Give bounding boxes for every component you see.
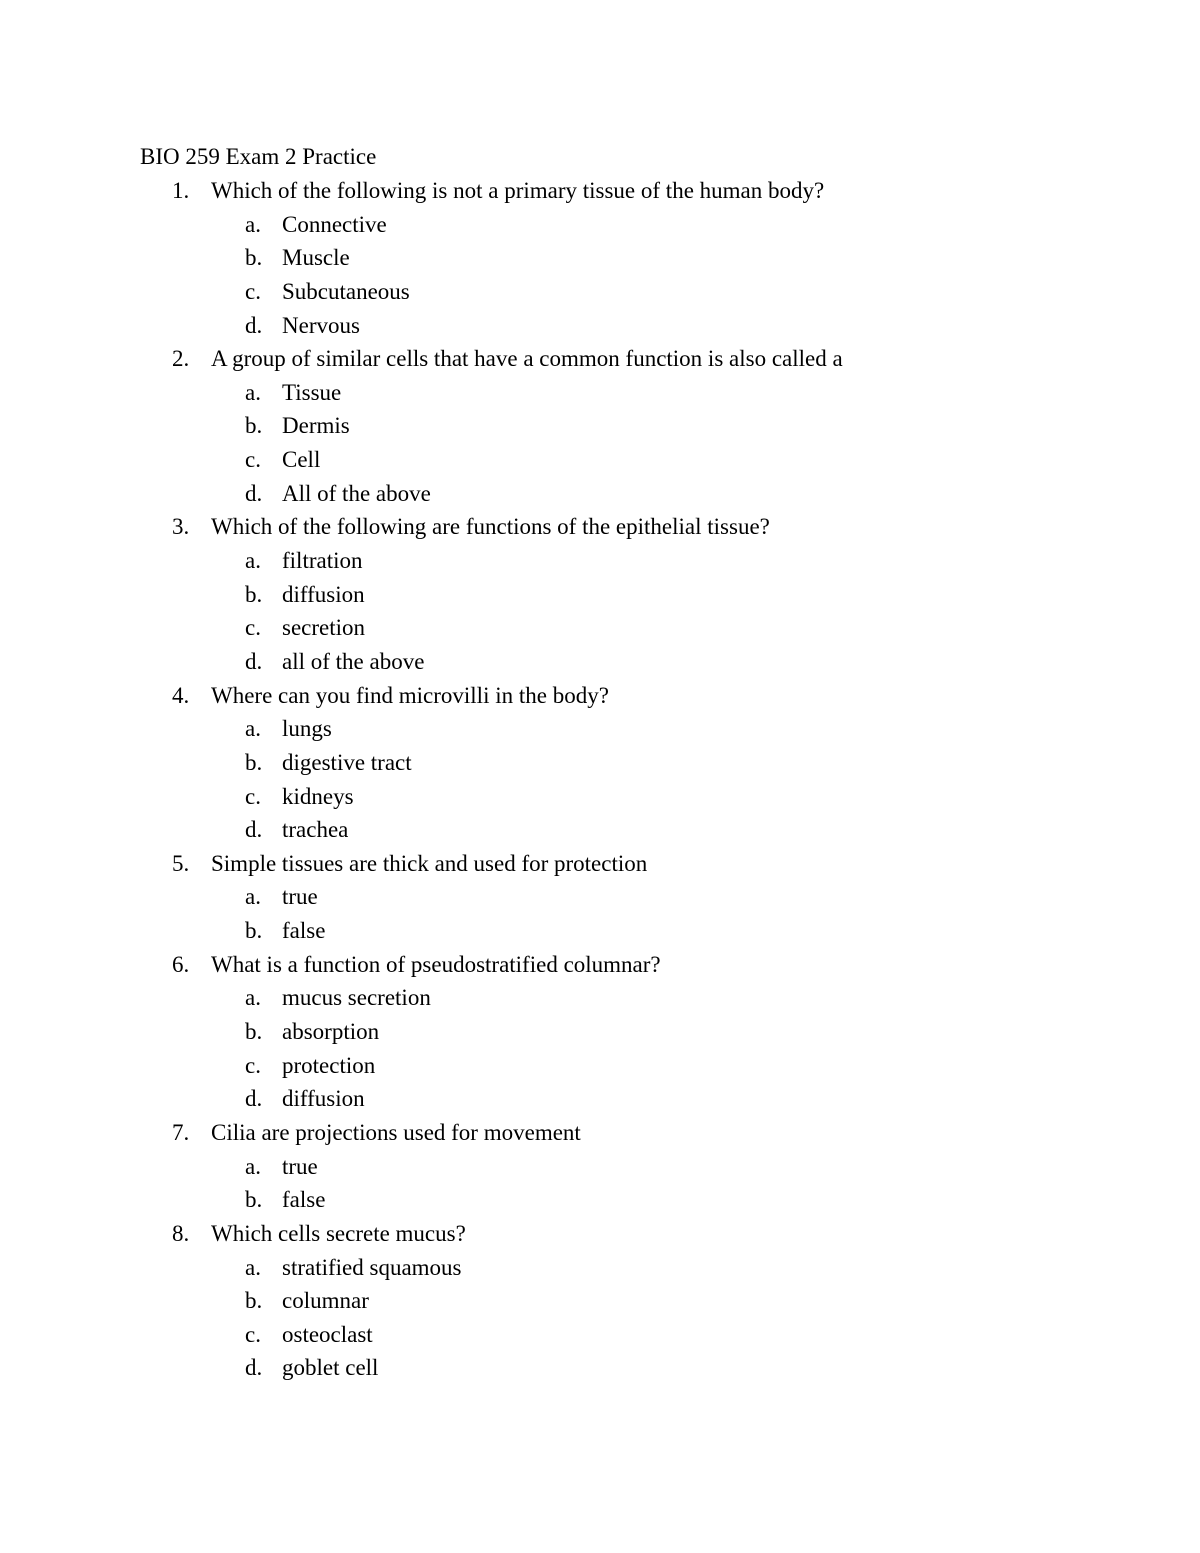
answer-option	[0, 1049, 1200, 1083]
question-text: Cilia are projections used for movement	[211, 1119, 581, 1145]
option-letter: d.	[245, 648, 263, 674]
option-letter: c.	[245, 447, 261, 473]
answer-option	[0, 1284, 1200, 1318]
answer-option	[0, 544, 1200, 578]
option-text: secretion	[282, 615, 366, 641]
question-text: Where can you find microvilli in the body?	[211, 682, 609, 708]
question-item	[0, 342, 1200, 510]
option-letter: b.	[245, 413, 263, 439]
answer-option	[0, 241, 1200, 275]
answer-option	[0, 746, 1200, 780]
option-text: lungs	[282, 716, 332, 742]
option-text: Nervous	[282, 312, 360, 338]
question-text: Which of the following are functions of the epithelial tissue?	[211, 514, 770, 540]
option-letter: b.	[245, 1019, 263, 1045]
option-letter: d.	[245, 312, 263, 338]
option-text: Subcutaneous	[282, 278, 410, 304]
question-line	[0, 510, 1200, 544]
option-text: filtration	[282, 548, 363, 574]
option-text: protection	[282, 1052, 376, 1078]
option-letter: a.	[245, 1153, 261, 1179]
question-item	[0, 1217, 1200, 1385]
option-text: All of the above	[282, 480, 431, 506]
answer-option	[0, 376, 1200, 410]
question-text: A group of similar cells that have a common function is also called a	[211, 346, 843, 372]
option-letter: b.	[245, 581, 263, 607]
option-letter: c.	[245, 1052, 261, 1078]
answer-option	[0, 611, 1200, 645]
option-letter: b.	[245, 245, 263, 271]
option-text: Dermis	[282, 413, 350, 439]
question-line	[0, 1217, 1200, 1251]
option-letter: a.	[245, 985, 261, 1011]
option-text: mucus secretion	[282, 985, 431, 1011]
option-letter: a.	[245, 548, 261, 574]
question-number: 5.	[172, 850, 190, 876]
answer-option	[0, 1183, 1200, 1217]
option-text: trachea	[282, 817, 349, 843]
option-text: kidneys	[282, 783, 354, 809]
question-list	[0, 174, 1200, 1385]
option-letter: a.	[245, 379, 261, 405]
question-text: Which of the following is not a primary tissue of the human body?	[211, 178, 825, 203]
option-text: false	[282, 918, 326, 944]
question-line	[0, 948, 1200, 982]
option-text: false	[282, 1187, 326, 1213]
answer-option	[0, 208, 1200, 242]
question-item	[0, 948, 1200, 1116]
option-text: true	[282, 1153, 318, 1179]
option-text: diffusion	[282, 581, 365, 607]
option-text: Tissue	[282, 379, 342, 405]
option-letter: c.	[245, 1321, 261, 1347]
option-text: columnar	[282, 1288, 369, 1314]
option-letter: b.	[245, 918, 263, 944]
question-item	[0, 510, 1200, 678]
option-text: Cell	[282, 447, 321, 473]
answer-option	[0, 914, 1200, 948]
question-text: What is a function of pseudostratified columnar?	[211, 951, 661, 977]
question-line	[0, 1116, 1200, 1150]
option-text: absorption	[282, 1019, 380, 1045]
option-letter: d.	[245, 1086, 263, 1112]
question-number: 6.	[172, 951, 190, 977]
answer-option	[0, 477, 1200, 511]
question-number: 8.	[172, 1220, 190, 1246]
option-letter: c.	[245, 783, 261, 809]
option-letter: a.	[245, 211, 261, 237]
answer-option	[0, 1082, 1200, 1116]
question-item	[0, 1116, 1200, 1217]
option-letter: d.	[245, 480, 263, 506]
option-text: digestive tract	[282, 749, 412, 775]
question-number: 1.	[172, 178, 190, 203]
answer-option	[0, 981, 1200, 1015]
question-line	[0, 847, 1200, 881]
option-text: Muscle	[282, 245, 350, 271]
option-text: diffusion	[282, 1086, 365, 1112]
option-letter: a.	[245, 1254, 261, 1280]
option-text: osteoclast	[282, 1321, 373, 1347]
answer-option	[0, 1351, 1200, 1385]
question-number: 3.	[172, 514, 190, 540]
answer-option	[0, 1251, 1200, 1285]
answer-option	[0, 880, 1200, 914]
option-letter: b.	[245, 1187, 263, 1213]
question-item	[0, 174, 1200, 342]
question-text: Which cells secrete mucus?	[211, 1220, 466, 1246]
question-line	[0, 342, 1200, 376]
question-item	[0, 679, 1200, 847]
option-text: stratified squamous	[282, 1254, 462, 1280]
option-letter: b.	[245, 749, 263, 775]
answer-option	[0, 1150, 1200, 1184]
answer-option	[0, 275, 1200, 309]
option-letter: d.	[245, 1355, 263, 1381]
answer-option	[0, 1015, 1200, 1049]
answer-option	[0, 309, 1200, 343]
option-text: all of the above	[282, 648, 425, 674]
option-text: true	[282, 884, 318, 910]
option-text: goblet cell	[282, 1355, 379, 1381]
option-letter: b.	[245, 1288, 263, 1314]
question-number: 2.	[172, 346, 190, 372]
question-item	[0, 847, 1200, 948]
answer-option	[0, 1318, 1200, 1352]
option-letter: c.	[245, 278, 261, 304]
answer-option	[0, 578, 1200, 612]
question-text: Simple tissues are thick and used for protection	[211, 850, 648, 876]
answer-option	[0, 443, 1200, 477]
option-letter: c.	[245, 615, 261, 641]
question-number: 4.	[172, 682, 190, 708]
answer-option	[0, 712, 1200, 746]
document-title: BIO 259 Exam 2 Practice	[140, 144, 377, 169]
option-letter: d.	[245, 817, 263, 843]
question-line	[0, 174, 1200, 208]
option-letter: a.	[245, 884, 261, 910]
option-text: Connective	[282, 211, 387, 237]
question-number: 7.	[172, 1119, 190, 1145]
answer-option	[0, 780, 1200, 814]
answer-option	[0, 813, 1200, 847]
question-line	[0, 679, 1200, 713]
option-letter: a.	[245, 716, 261, 742]
answer-option	[0, 409, 1200, 443]
answer-option	[0, 645, 1200, 679]
